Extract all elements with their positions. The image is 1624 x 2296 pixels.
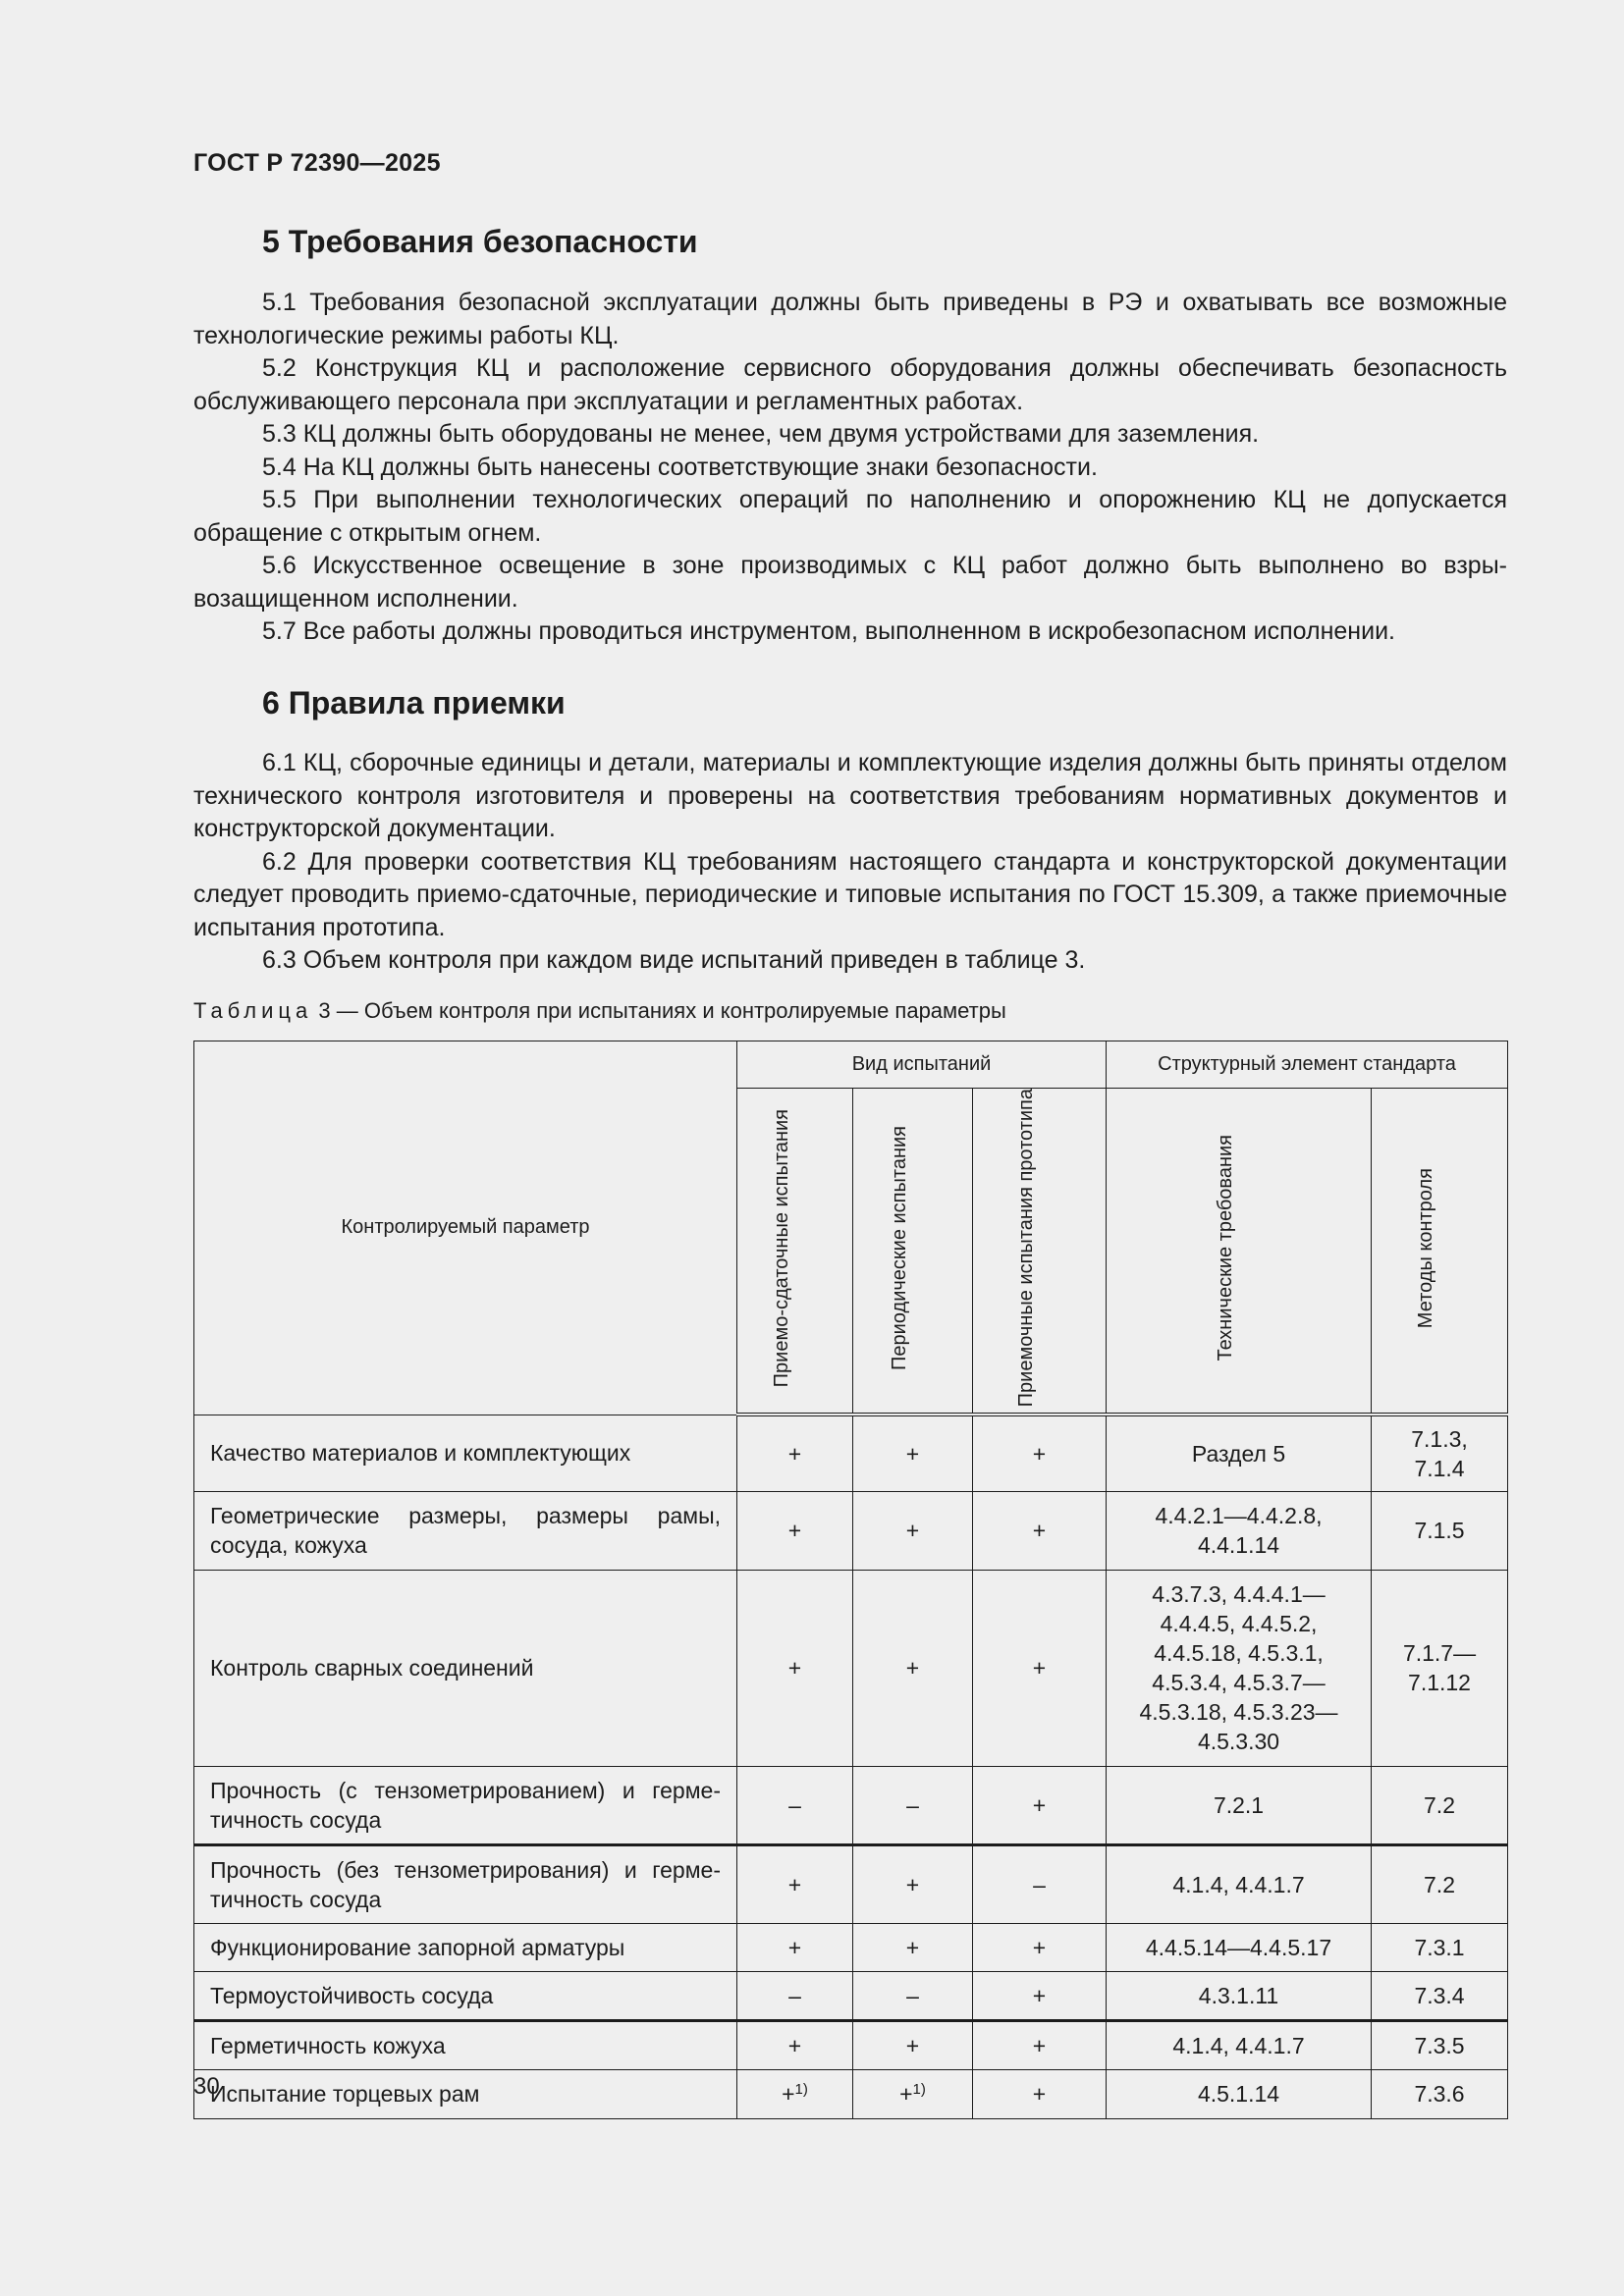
row-method: 7.2 — [1372, 1844, 1508, 1923]
paragraph-5-2: 5.2 Конструкция КЦ и расположение сервисного оборудования должны обеспечивать безопасность обслуживающего персонала при эксплуатации и регламентных работах. — [193, 354, 1507, 415]
section-6-body — [193, 747, 1507, 978]
row-method: 7.3.1 — [1372, 1923, 1508, 1971]
row-prototype: + — [973, 1415, 1107, 1491]
row-periodic: + — [853, 2020, 973, 2069]
row-acceptance: + — [737, 1844, 853, 1923]
row-tech-req: 7.2.1 — [1107, 1766, 1372, 1844]
row-prototype: + — [973, 1491, 1107, 1570]
row-method: 7.1.7— 7.1.12 — [1372, 1570, 1508, 1766]
row-tech-req: 4.1.4, 4.4.1.7 — [1107, 2020, 1372, 2069]
row-tech-req: 4.1.4, 4.4.1.7 — [1107, 1844, 1372, 1923]
row-acceptance: + — [737, 1570, 853, 1766]
row-prototype: + — [973, 2069, 1107, 2118]
header-test-type: Вид испытаний — [737, 1041, 1107, 1089]
table-row — [194, 2020, 1508, 2069]
footnote-ref: 1) — [912, 2081, 926, 2099]
paragraph-6-1: 6.1 КЦ, сборочные единицы и детали, материалы и комплектующие изделия должны быть приняты отделом технического контроля изготовителя и проверены на соответствия требованиям нормативных документов и конструкторской документации. — [193, 749, 1507, 842]
row-param: Герметичность кожуха — [194, 2020, 737, 2069]
header-periodic: Периодические испытания — [888, 1125, 910, 1370]
table-row — [194, 1844, 1508, 1923]
row-param: Геометрические размеры, размеры рамы, сосуда, кожуха — [194, 1491, 737, 1570]
header-param: Контролируемый параметр — [194, 1041, 737, 1415]
header-acceptance: Приемо-сдаточные испытания — [770, 1108, 792, 1387]
section-6-title: 6 Правила приемки — [262, 685, 566, 721]
header-struct-element: Структурный элемент стандарта — [1107, 1041, 1508, 1089]
paragraph-5-3: 5.3 КЦ должны быть оборудованы не менее, чем двумя устройствами для заземления. — [262, 420, 1260, 448]
row-prototype: + — [973, 1923, 1107, 1971]
row-param: Функционирование запорной арматуры — [194, 1923, 737, 1971]
row-method: 7.3.6 — [1372, 2069, 1508, 2118]
row-param: Качество материалов и комплектующих — [194, 1415, 737, 1491]
row-method: 7.2 — [1372, 1766, 1508, 1844]
row-prototype: – — [973, 1844, 1107, 1923]
row-acceptance: – — [737, 1971, 853, 2020]
header-periodic-cell — [853, 1089, 973, 1415]
row-acceptance: + — [737, 1491, 853, 1570]
table-caption — [193, 998, 1006, 1024]
row-tech-req: Раздел 5 — [1107, 1415, 1372, 1491]
row-method: 7.3.4 — [1372, 1971, 1508, 2020]
header-methods: Методы контроля — [1415, 1167, 1437, 1328]
paragraph-5-7: 5.7 Все работы должны проводиться инструментом, выполненном в искробезопасном исполнении. — [262, 617, 1395, 645]
table-row — [194, 1415, 1508, 1491]
row-param: Термоустойчивость сосуда — [194, 1971, 737, 2020]
row-prototype: + — [973, 1570, 1107, 1766]
row-acceptance: + — [782, 2081, 795, 2108]
row-prototype: + — [973, 1971, 1107, 2020]
table-row — [194, 1570, 1508, 1766]
header-acceptance-cell — [737, 1089, 853, 1415]
row-periodic: + — [853, 1491, 973, 1570]
row-param: Испытание торцевых рам — [194, 2069, 737, 2118]
row-acceptance: + — [737, 1415, 853, 1491]
paragraph-5-5: 5.5 При выполнении технологических операций по наполнению и опорожнению КЦ не допускается обращение с открытым огнем. — [193, 486, 1507, 547]
row-param: Прочность (без тензометрирования) и герметичность сосуда — [194, 1844, 737, 1923]
header-tech-req: Технические требования — [1214, 1134, 1236, 1362]
paragraph-6-2: 6.2 Для проверки соответствия КЦ требованиям настоящего стандарта и конструкторской документации следует проводить приемо-сдаточные, периодические и типовые испытания по ГОСТ 15.309, а также приемочные испытания прототипа. — [193, 847, 1507, 941]
table-row — [194, 2069, 1508, 2118]
table-caption-word: Таблица — [193, 998, 313, 1023]
header-methods-cell — [1372, 1089, 1508, 1415]
row-periodic-cell — [853, 2069, 973, 2118]
document-header: ГОСТ Р 72390—2025 — [193, 149, 441, 177]
row-method: 7.3.5 — [1372, 2020, 1508, 2069]
paragraph-5-4: 5.4 На КЦ должны быть нанесены соответствующие знаки безопасности. — [262, 453, 1098, 481]
row-tech-req: 4.4.5.14—4.4.5.17 — [1107, 1923, 1372, 1971]
row-tech-req: 4.3.7.3, 4.4.4.1—4.4.4.5, 4.4.5.2, 4.4.5.18, 4.5.3.1, 4.5.3.4, 4.5.3.7—4.5.3.18, 4.5.3.23—4.5.3.30 — [1107, 1570, 1372, 1766]
row-acceptance-cell — [737, 2069, 853, 2118]
row-acceptance: – — [737, 1766, 853, 1844]
header-tech-req-cell — [1107, 1089, 1372, 1415]
row-tech-req: 4.3.1.11 — [1107, 1971, 1372, 2020]
table-row — [194, 1923, 1508, 1971]
paragraph-5-6: 5.6 Искусственное освещение в зоне производимых с КЦ работ должно быть выполнено во взрывозащищенном исполнении. — [193, 552, 1507, 613]
row-periodic: – — [853, 1971, 973, 2020]
row-acceptance: + — [737, 2020, 853, 2069]
row-acceptance: + — [737, 1923, 853, 1971]
section-5-body — [193, 287, 1507, 649]
row-periodic: + — [853, 1844, 973, 1923]
row-prototype: + — [973, 1766, 1107, 1844]
page-number: 30 — [193, 2073, 220, 2100]
table-row — [194, 1971, 1508, 2020]
control-parameters-table — [193, 1041, 1508, 2119]
row-tech-req: 4.4.2.1—4.4.2.8, 4.4.1.14 — [1107, 1491, 1372, 1570]
row-periodic: + — [899, 2081, 913, 2108]
row-param: Прочность (с тензометрированием) и герметичность сосуда — [194, 1766, 737, 1844]
header-prototype-cell — [973, 1089, 1107, 1415]
row-param: Контроль сварных соединений — [194, 1570, 737, 1766]
row-periodic: + — [853, 1415, 973, 1491]
table-row — [194, 1766, 1508, 1844]
row-periodic: + — [853, 1570, 973, 1766]
header-prototype: Приемочные испытания прототипа — [1014, 1089, 1037, 1408]
row-method: 7.1.5 — [1372, 1491, 1508, 1570]
footnote-ref: 1) — [794, 2081, 808, 2099]
row-periodic: – — [853, 1766, 973, 1844]
table-header-row-1 — [194, 1041, 1508, 1089]
row-tech-req: 4.5.1.14 — [1107, 2069, 1372, 2118]
section-5-title: 5 Требования безопасности — [262, 224, 698, 259]
row-periodic: + — [853, 1923, 973, 1971]
table-caption-text: 3 — Объем контроля при испытаниях и контролируемые параметры — [312, 998, 1006, 1023]
row-method: 7.1.3, 7.1.4 — [1372, 1415, 1508, 1491]
paragraph-5-1: 5.1 Требования безопасной эксплуатации должны быть приведены в РЭ и охватывать все возможные технологические режимы работы КЦ. — [193, 289, 1507, 349]
paragraph-6-3: 6.3 Объем контроля при каждом виде испытаний приведен в таблице 3. — [262, 946, 1086, 974]
row-prototype: + — [973, 2020, 1107, 2069]
table-row — [194, 1491, 1508, 1570]
